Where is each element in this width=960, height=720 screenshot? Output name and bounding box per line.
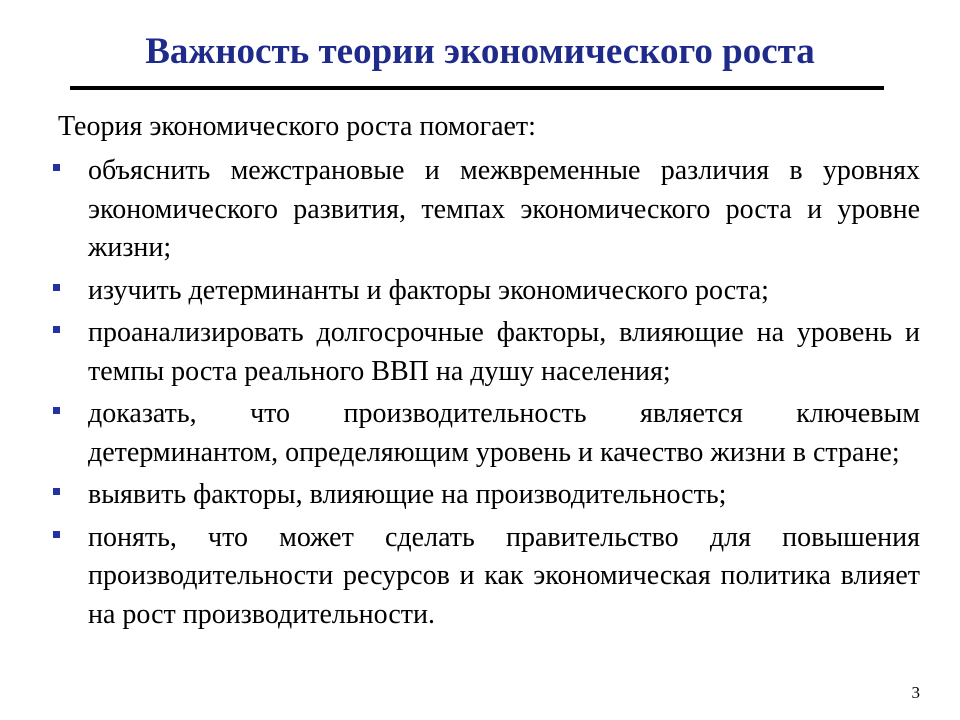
square-bullet-icon	[53, 531, 60, 538]
bullet-list	[50, 152, 920, 638]
bullet-text: объяснить межстрановые и межвременные различия в уровнях экономического развития, темпах экономического роста и уровне жизни;	[88, 155, 920, 263]
square-bullet-icon	[53, 488, 60, 495]
bullet-item	[50, 272, 920, 311]
bullet-text: изучить детерминанты и факторы экономического роста;	[88, 274, 769, 306]
square-bullet-icon	[53, 284, 60, 291]
intro-text: Теория экономического роста помогает:	[58, 111, 536, 142]
page-number: 3	[911, 683, 920, 702]
slide-title: Важность теории экономического роста	[145, 31, 815, 72]
square-bullet-icon	[53, 407, 60, 414]
bullet-text: выявить факторы, влияющие на производительность;	[88, 479, 727, 510]
bullet-text: проанализировать долгосрочные факторы, влияющие на уровень и темпы роста реального ВВП на душу населения;	[88, 317, 920, 387]
bullet-item	[50, 314, 920, 391]
bullet-item	[50, 519, 920, 635]
square-bullet-icon	[53, 164, 60, 171]
bullet-item	[50, 476, 920, 515]
bullet-item	[50, 395, 920, 472]
title-divider	[70, 86, 884, 90]
bullet-text: понять, что может сделать правительство для повышения производительности ресурсов и как экономическая политика влияет на рост производительности.	[88, 521, 920, 630]
square-bullet-icon	[53, 326, 60, 333]
bullet-text: доказать, что производительность является ключевым детерминантом, определяющим уровень и качество жизни в стране;	[88, 398, 920, 468]
bullet-item	[50, 152, 920, 268]
